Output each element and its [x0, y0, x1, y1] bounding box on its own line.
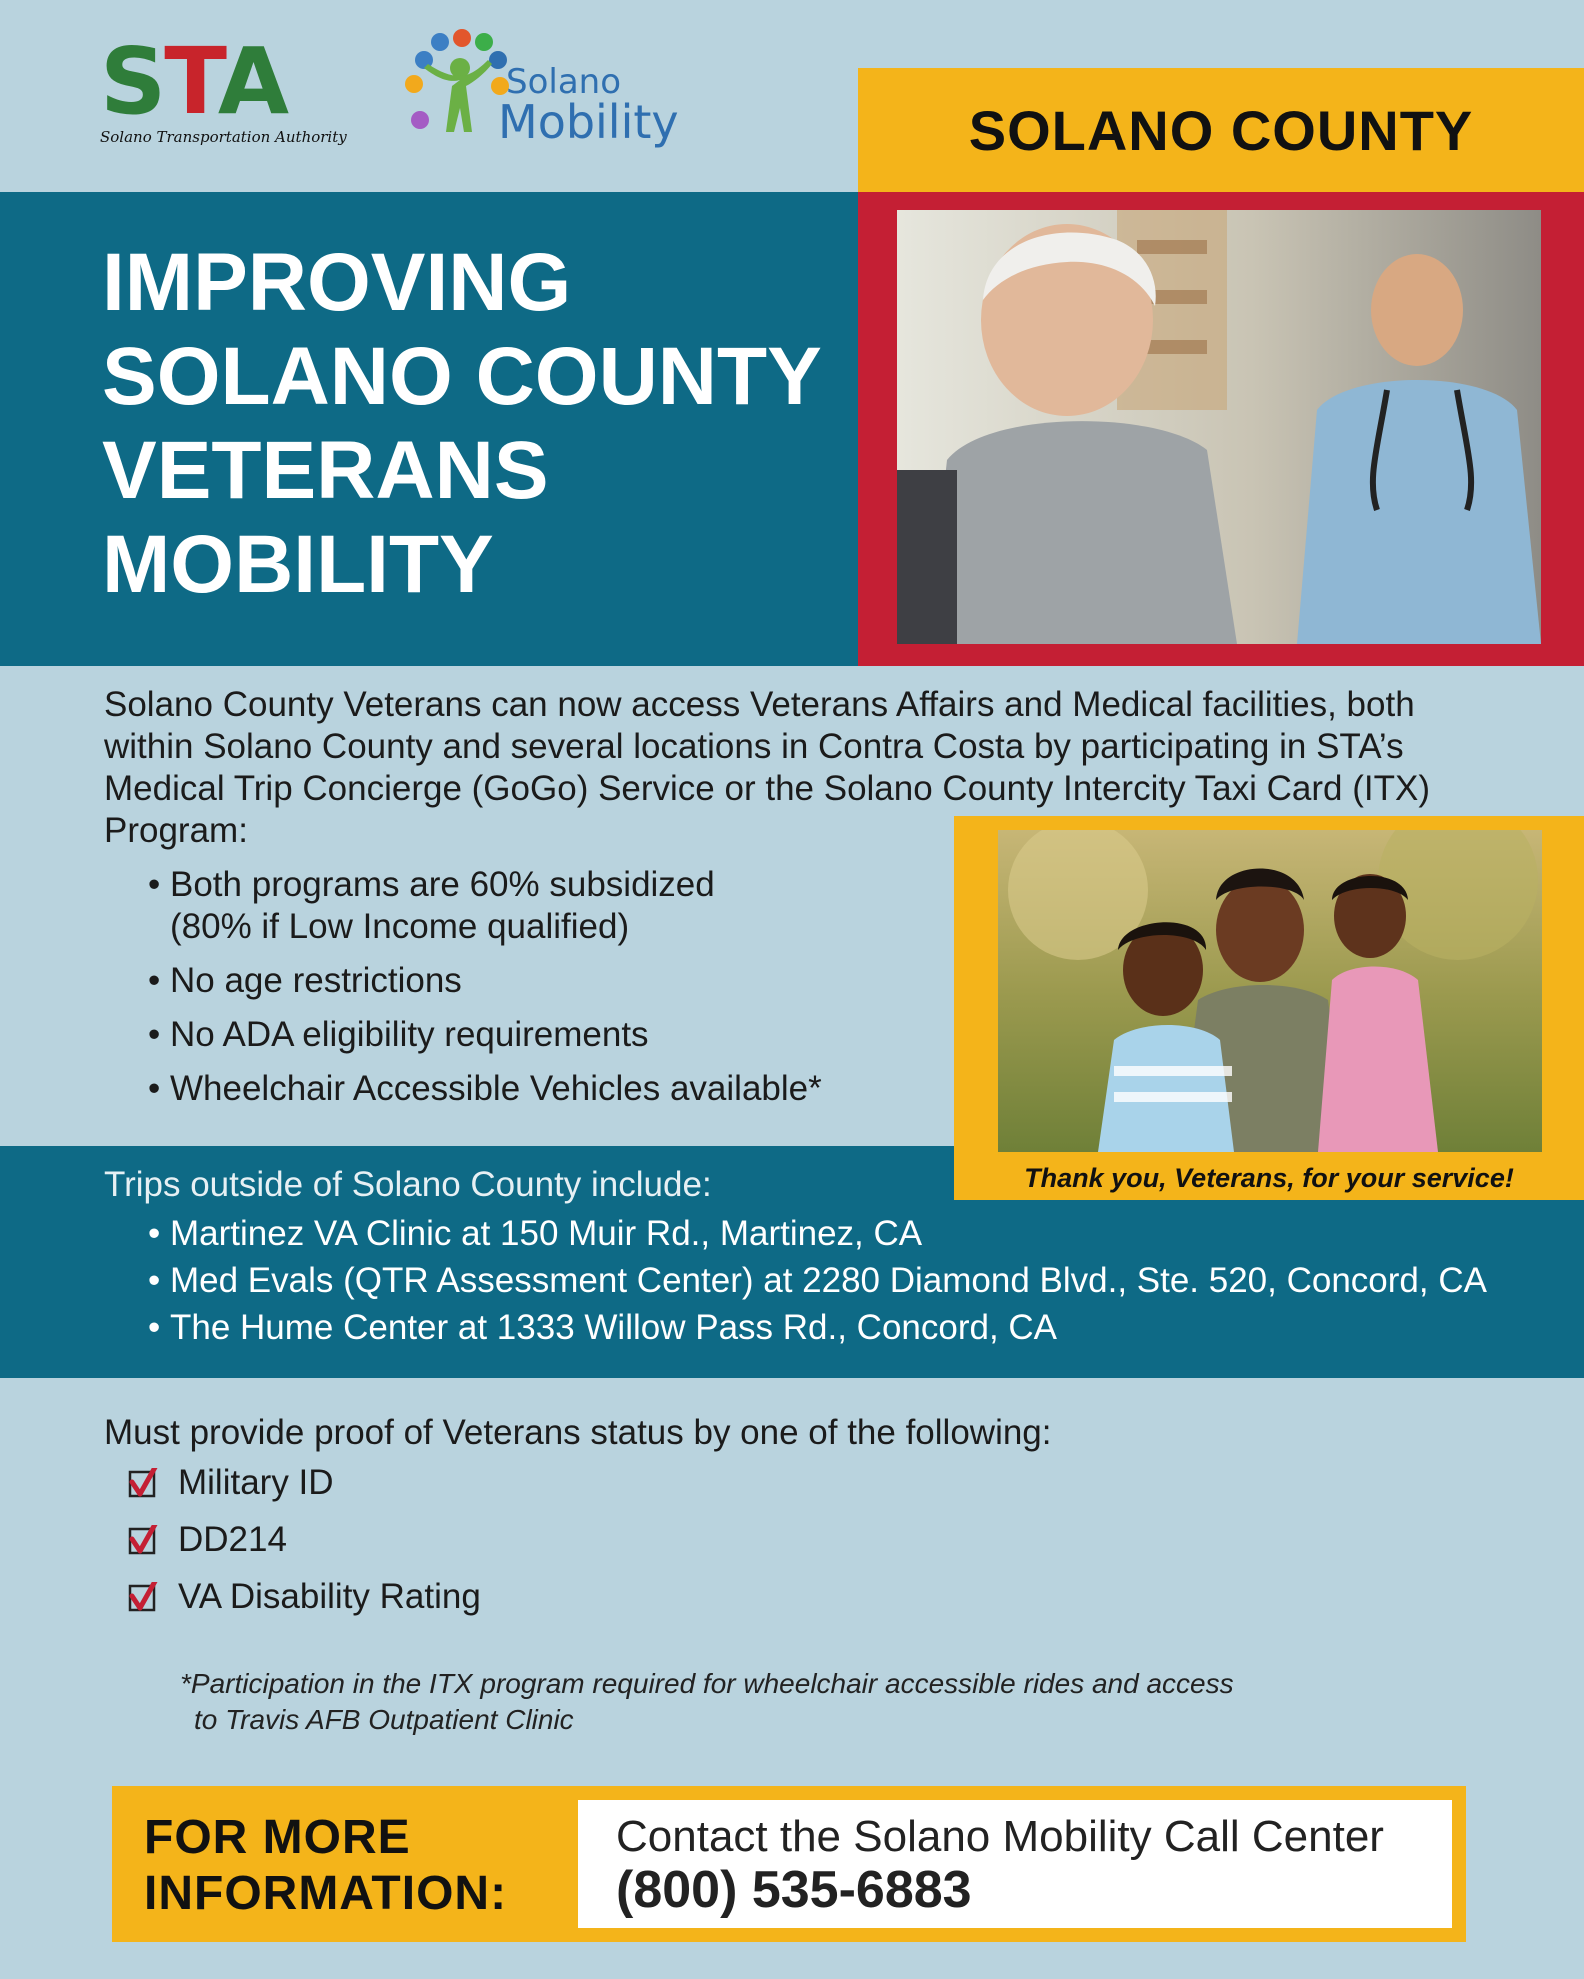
more-info-box	[112, 1786, 1466, 1942]
photo-caption: Thank you, Veterans, for your service!	[1024, 1163, 1514, 1193]
hero-title	[102, 236, 822, 612]
solano-mobility-logo	[402, 28, 679, 168]
trip-item: • The Hume Center at 1333 Willow Pass Rd., Concord, CA	[148, 1304, 1487, 1351]
program-bullets	[148, 864, 968, 1122]
sta-logo-letters	[100, 28, 360, 135]
proof-item-label: Military ID	[178, 1463, 334, 1502]
intro-paragraph: Solano County Veterans can now access Veterans Affairs and Medical facilities, both within Solano County and several locations in Contra Costa by participating in STA’s Medical Trip Concierge (GoGo) Service or the Solano County Intercity Taxi Card (ITX) Program:	[104, 685, 1430, 850]
hero-title-line: MOBILITY	[102, 519, 494, 610]
county-banner	[858, 68, 1584, 192]
bullet-text: No age restrictions	[170, 961, 462, 1000]
footnote-line: to Travis AFB Outpatient Clinic	[194, 1704, 574, 1735]
bullet-item	[148, 1014, 968, 1056]
bullet-text: Both programs are 60% subsidized	[170, 865, 715, 904]
wordmark-solano: Solano	[506, 62, 622, 102]
trip-item: • Med Evals (QTR Assessment Center) at 2280 Diamond Blvd., Ste. 520, Concord, CA	[148, 1257, 1487, 1304]
proof-item	[128, 1519, 481, 1576]
checkbox-checked-icon	[128, 1468, 158, 1498]
checkbox-checked-icon	[128, 1582, 158, 1612]
bullet-text-continued: (80% if Low Income qualified)	[170, 907, 630, 946]
proof-item	[128, 1576, 481, 1633]
more-info-label-line: INFORMATION:	[144, 1867, 508, 1920]
hero-title-line: VETERANS	[102, 425, 549, 516]
veteran-family-photo	[998, 830, 1542, 1152]
footnote	[180, 1666, 1480, 1738]
bullet-text: Wheelchair Accessible Vehicles available*	[170, 1069, 822, 1108]
contact-panel	[578, 1800, 1452, 1928]
proof-title: Must provide proof of Veterans status by one of the following:	[104, 1413, 1052, 1452]
more-info-label	[144, 1810, 507, 1922]
proof-item	[128, 1462, 481, 1519]
trips-title: Trips outside of Solano County include:	[104, 1165, 712, 1204]
proof-item-label: DD214	[178, 1520, 287, 1559]
sta-logo	[100, 28, 360, 152]
trip-item: • Martinez VA Clinic at 150 Muir Rd., Martinez, CA	[148, 1210, 1487, 1257]
mobility-figure-icon	[402, 28, 512, 168]
more-info-label-line: FOR MORE	[144, 1811, 411, 1864]
proof-list	[128, 1462, 481, 1633]
wordmark-mobility: Mobility	[498, 95, 679, 149]
bullet-item	[148, 864, 968, 948]
sta-letter-a: A	[217, 28, 288, 135]
checkbox-checked-icon	[128, 1525, 158, 1555]
trips-list	[148, 1210, 1487, 1351]
sta-logo-subtitle: Solano Transportation Authority	[100, 128, 347, 146]
footnote-line: *Participation in the ITX program required for wheelchair accessible rides and access	[180, 1668, 1234, 1699]
county-banner-text: SOLANO COUNTY	[968, 98, 1474, 162]
proof-item-label: VA Disability Rating	[178, 1577, 481, 1616]
sta-letter-t: T	[164, 28, 218, 135]
phone-number[interactable]: (800) 535-6883	[616, 1861, 972, 1919]
veteran-with-nurse-photo	[897, 210, 1541, 644]
hero-panel	[0, 192, 858, 666]
hero-title-line: SOLANO COUNTY	[102, 331, 822, 422]
contact-text: Contact the Solano Mobility Call Center	[616, 1812, 1384, 1861]
bullet-item	[148, 960, 968, 1002]
solano-mobility-wordmark	[498, 62, 679, 149]
hero-title-line: IMPROVING	[102, 237, 572, 328]
bullet-text: No ADA eligibility requirements	[170, 1015, 649, 1054]
sta-letter-s: S	[100, 28, 165, 135]
bullet-item	[148, 1068, 968, 1110]
